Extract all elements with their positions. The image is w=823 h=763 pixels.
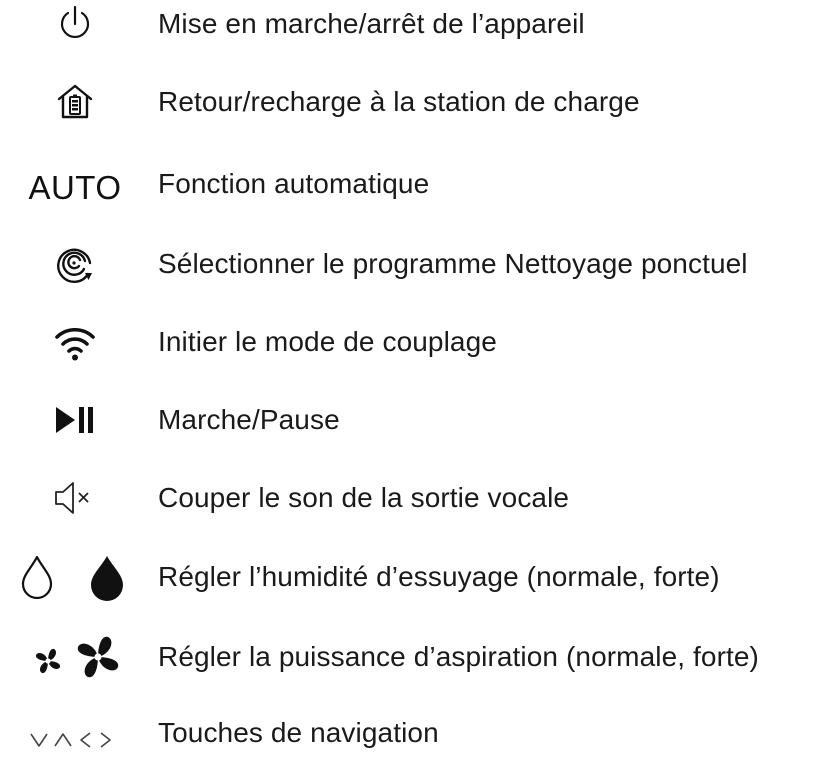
- icon-cell: [0, 627, 150, 687]
- legend-row-home-charging: [0, 72, 823, 132]
- icon-cell: [0, 154, 150, 214]
- legend-label: Retour/recharge à la station de charge: [158, 86, 640, 117]
- legend-label: Mise en marche/arrêt de l’appareil: [158, 8, 585, 39]
- fan-icon: [16, 635, 134, 679]
- icon-cell: [0, 390, 150, 450]
- icon-cell: [0, 703, 150, 763]
- play-pause-icon: [53, 404, 97, 436]
- icon-cell: [0, 468, 150, 528]
- auto-text-icon: AUTO: [28, 169, 122, 206]
- legend-label: Régler l’humidité d’essuyage (normale, forte): [158, 561, 720, 592]
- legend-label: Couper le son de la sortie vocale: [158, 482, 570, 513]
- home-charging-icon: [55, 82, 95, 122]
- wifi-icon: [53, 322, 97, 362]
- icon-cell: [0, 547, 150, 607]
- icon-cell: [0, 234, 150, 294]
- legend-label: Initier le mode de couplage: [158, 326, 497, 357]
- legend-row-play-pause: [0, 390, 823, 450]
- legend-row-navigation: [0, 703, 823, 763]
- legend-label: Sélectionner le programme Nettoyage ponctuel: [158, 248, 748, 279]
- legend-row-pairing: [0, 312, 823, 372]
- legend-row-auto: [0, 154, 823, 214]
- icon-cell: [0, 312, 150, 372]
- power-icon: [55, 4, 95, 44]
- spiral-spot-icon: [54, 243, 96, 285]
- legend-row-humidity: [0, 547, 823, 607]
- legend-label: Régler la puissance d’aspiration (normale, forte): [158, 641, 759, 672]
- legend-label: Touches de navigation: [158, 717, 439, 748]
- legend-row-spot-cleaning: [0, 234, 823, 294]
- legend-row-power: [0, 0, 823, 54]
- water-drops-icon: [15, 553, 135, 601]
- legend-row-suction: [0, 627, 823, 687]
- mute-speaker-icon: [51, 480, 99, 516]
- icon-cell: [0, 0, 150, 54]
- icon-cell: [0, 72, 150, 132]
- legend-label: Fonction automatique: [158, 168, 430, 199]
- legend-row-mute: [0, 468, 823, 528]
- legend-label: Marche/Pause: [158, 404, 340, 435]
